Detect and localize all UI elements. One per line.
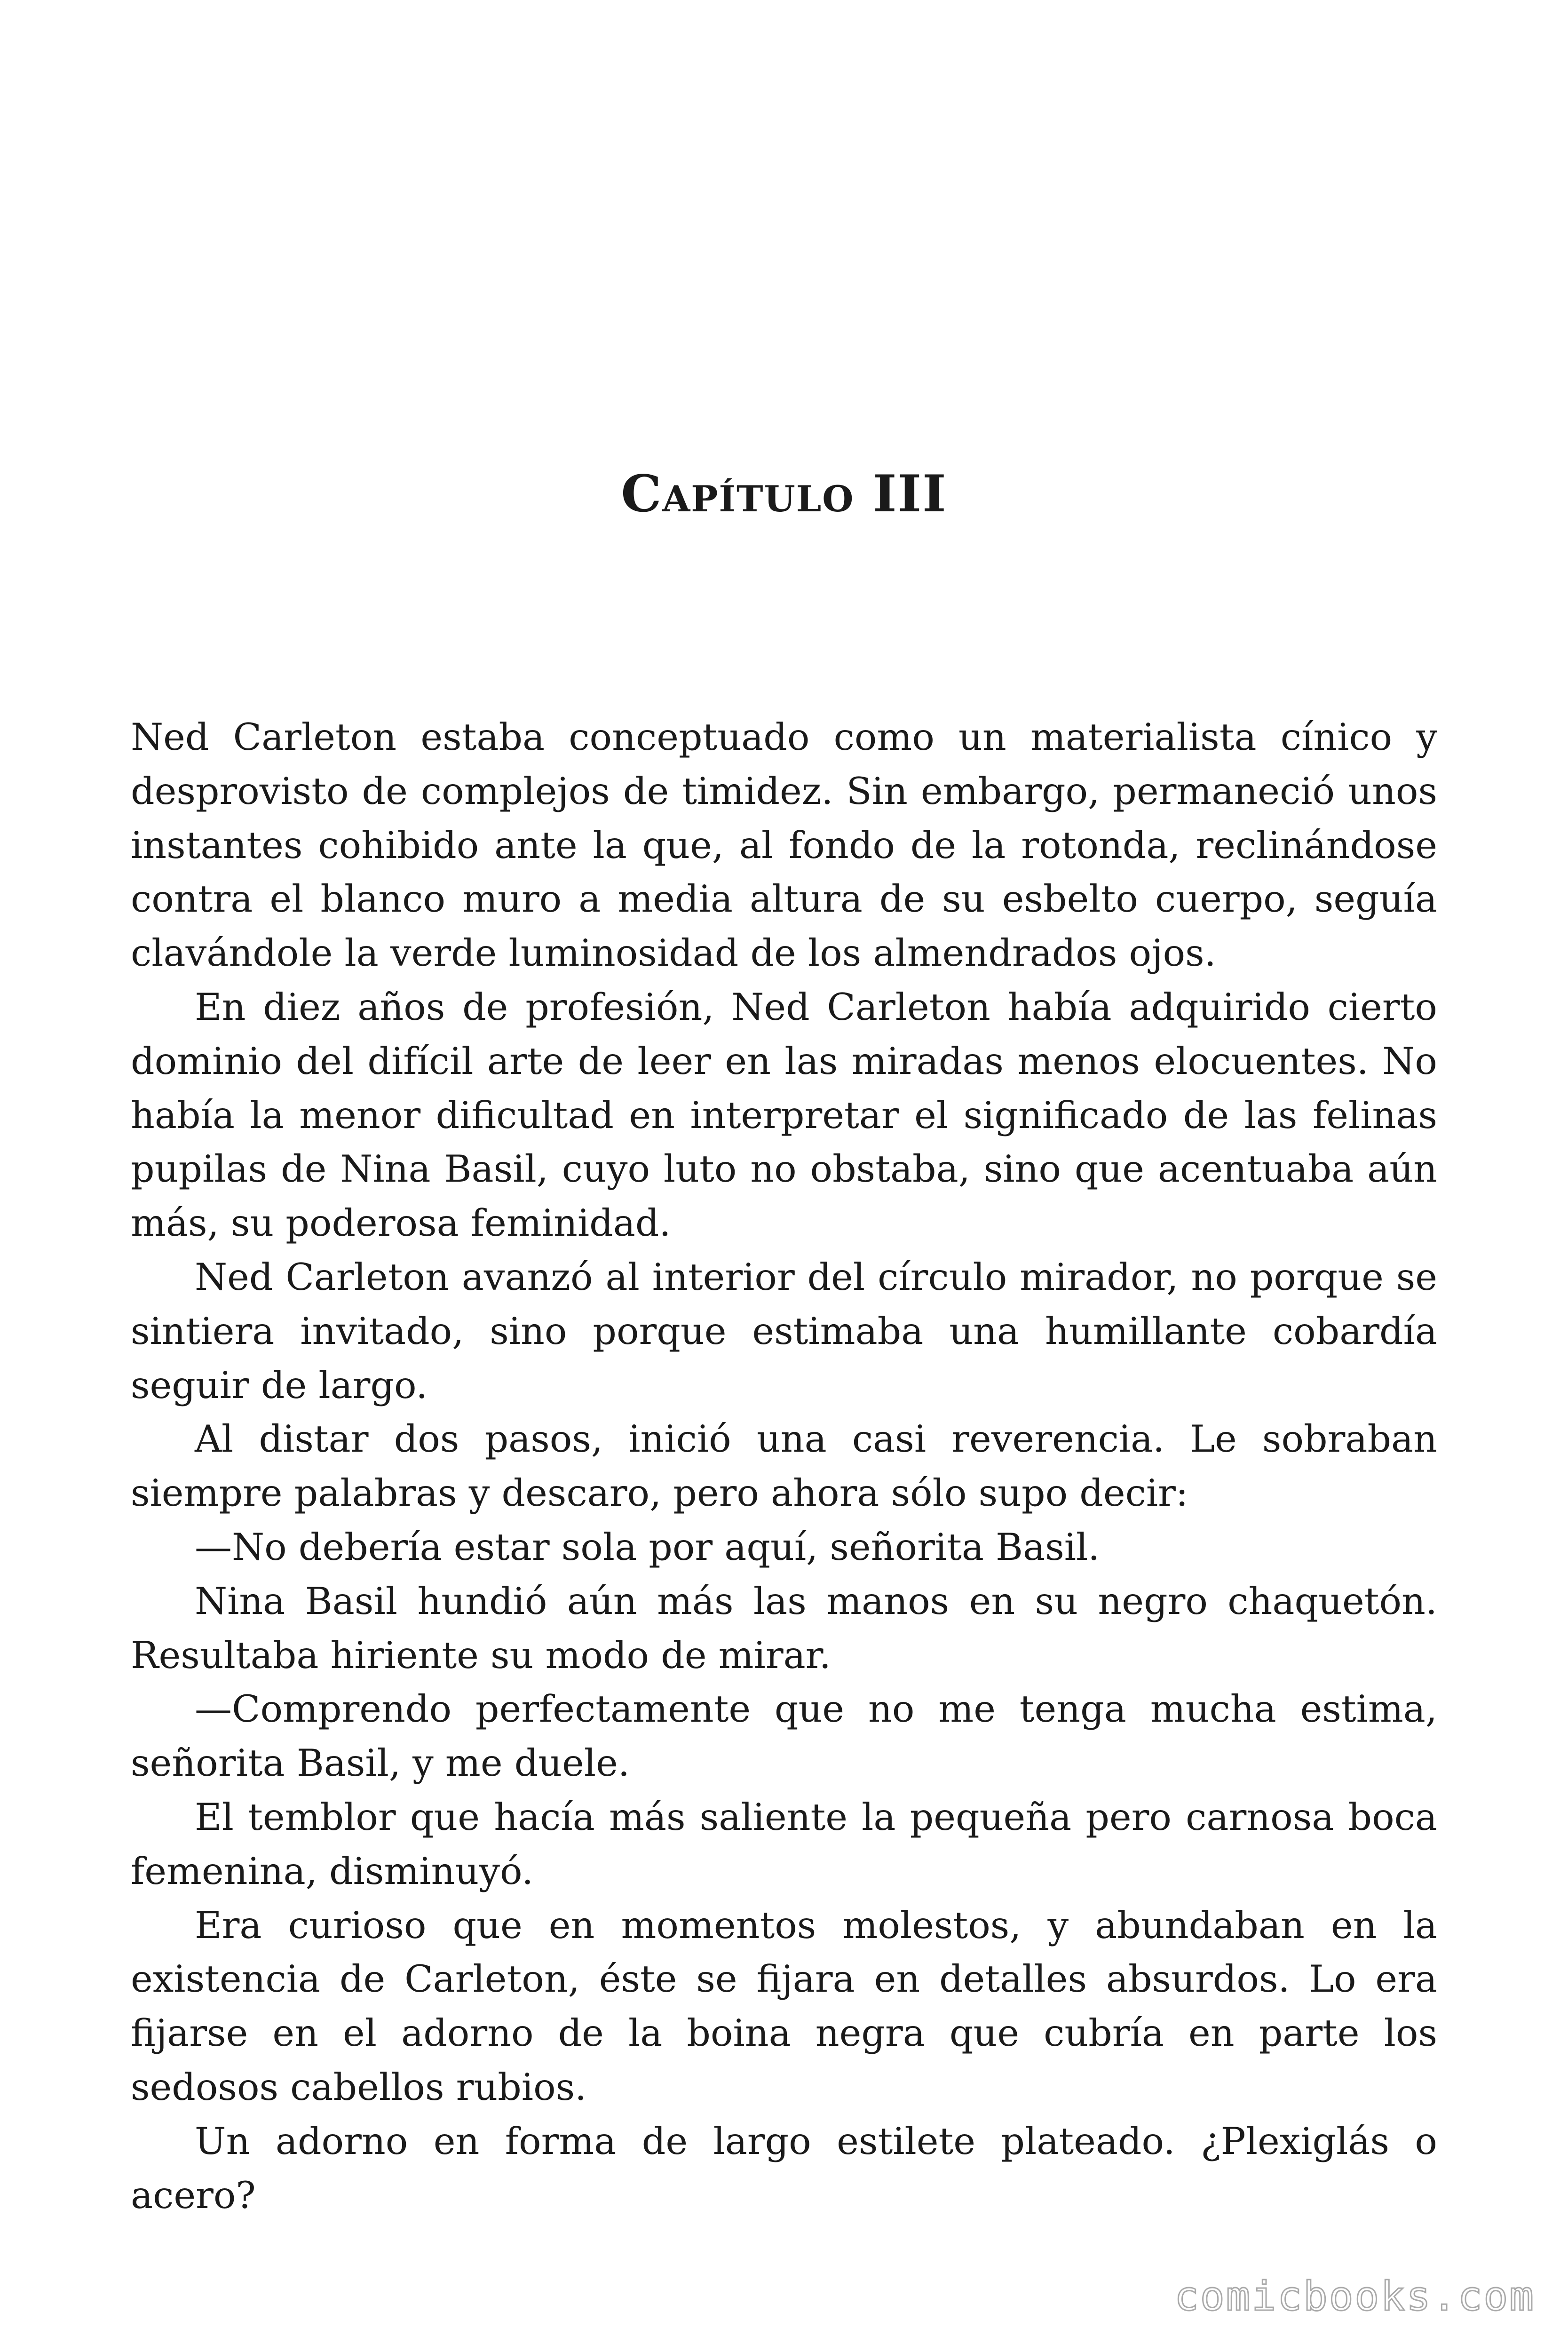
paragraph: Nina Basil hundió aún más las manos en su negro chaquetón. Resultaba hiriente su modo de mirar. <box>131 1579 1437 1677</box>
paragraph: El temblor que hacía más saliente la pequeña pero carnosa boca femenina, disminuyó. <box>131 1795 1437 1893</box>
paragraph: Ned Carleton avanzó al interior del círculo mirador, no porque se sintiera invitado, sino porque estimaba una humillante cobardía seguir de largo. <box>131 1255 1437 1407</box>
paragraph: En diez años de profesión, Ned Carleton había adquirido cierto dominio del difícil arte de leer en las miradas menos elocuentes. No había la menor dificultad en interpretar el significado de las felinas pupilas de Nina Basil, cuyo luto no obstaba, sino que acentuaba aún más, su poderosa feminidad. <box>131 985 1437 1245</box>
dialogue-paragraph: —Comprendo perfectamente que no me tenga mucha estima, señorita Basil, y me duele. <box>131 1687 1437 1785</box>
chapter-body <box>131 710 1437 2222</box>
paragraph: Ned Carleton estaba conceptuado como un materialista cínico y desprovisto de complejos de timidez. Sin embargo, permaneció unos instantes cohibido ante la que, al fondo de la rotonda, reclinándose contra el blanco muro a media altura de su esbelto cuerpo, seguía clavándole la verde luminosidad de los almendrados ojos. <box>131 715 1437 975</box>
paragraph: Era curioso que en momentos molestos, y abundaban en la existencia de Carleton, éste se fijara en detalles absurdos. Lo era fijarse en el adorno de la boina negra que cubría en parte los sedosos cabellos rubios. <box>131 1903 1437 2109</box>
dialogue-paragraph: —No debería estar sola por aquí, señorita Basil. <box>195 1525 1100 1569</box>
paragraph: Al distar dos pasos, inició una casi reverencia. Le sobraban siempre palabras y descaro, pero ahora sólo supo decir: <box>131 1417 1437 1515</box>
chapter-title: Capítulo III <box>621 464 947 524</box>
watermark-text: comicbooks.com <box>1174 2273 1535 2320</box>
paragraph: Un adorno en forma de largo estilete plateado. ¿Plexiglás o acero? <box>131 2119 1437 2217</box>
